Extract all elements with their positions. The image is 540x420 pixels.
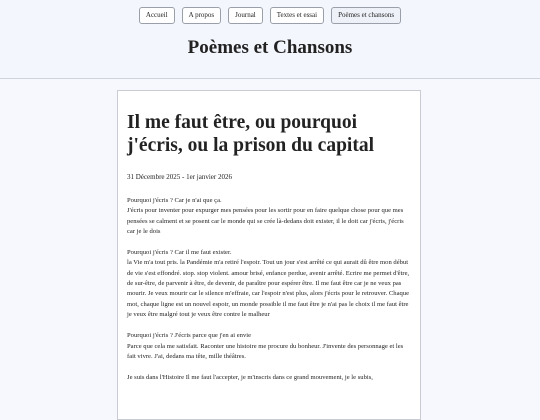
article-card <box>117 90 421 420</box>
article-date: 31 Décembre 2025 - 1er janvier 2026 <box>127 173 232 181</box>
paragraph-line: la Vie m'a tout pris. la Pandémie m'a retiré l'espoir. Tout un jour s'est arrêté ce qui aurait dû être mon début de vie s'est effondré. stop. stop violent. amour brisé, enfance perdue, avenir arrêté. Ecrire me permet d'être, de sur-être, de parvenir à être, de devenir, de paraître pour espérer être. Il me faut être car je ne veux pas mourir. Je veux mourir car le silence m'effraie, car l'espoir n'est plus, alors j'écris pour le retrouver. Chaque mot, chaque ligne est un nouvel espoir, un monde possible il me faut être je n'ai pas le choix il me faut être je veux être malgré tout je veux être contre le malheur <box>127 259 410 318</box>
nav-poemes-et-chansons[interactable]: Poèmes et chansons <box>331 7 401 24</box>
nav-journal[interactable]: Journal <box>228 7 263 24</box>
site-title: Poèmes et Chansons <box>187 37 353 58</box>
paragraph-line: Je suis dans l'Histoire Il me faut l'accepter, je m'inscris dans ce grand mouvement, je le subis, <box>127 374 373 382</box>
nav-textes-et-essai[interactable]: Textes et essai <box>270 7 324 24</box>
site-header <box>0 0 540 79</box>
paragraph <box>127 373 411 383</box>
paragraph-line: Pourquoi j'écris ? Car je n'ai que ça. <box>127 197 222 204</box>
paragraph-line: Parce que cela me satisfait. Raconter une histoire me procure du bonheur. J'invente des personnage et les fait vivre. J'ai, dedans ma tête, mille théâtres. <box>127 342 404 360</box>
paragraph <box>127 248 411 320</box>
nav-a-propos[interactable]: A propos <box>182 7 221 24</box>
nav-accueil[interactable]: Accueil <box>139 7 175 24</box>
article-title: Il me faut être, ou pourquoi j'écris, ou la prison du capital <box>127 112 375 156</box>
paragraph <box>127 331 411 362</box>
paragraph-line: Pourquoi j'écris ? Car il me faut exister. <box>127 249 232 257</box>
paragraph <box>127 196 411 237</box>
paragraph-line: Pourquoi j'écris ? J'écris parce que j'en ai envie <box>127 332 252 340</box>
paragraph-line: J'écris pour inventer pour expurger mes pensées pour les sortir pour en faire quelque chose pour que mes pensées se calment et se posent car le monde qui se crée là-dedans doit exister, il le doit car j'écris, j'écris car je le dois <box>127 207 404 235</box>
main-nav <box>0 7 540 24</box>
